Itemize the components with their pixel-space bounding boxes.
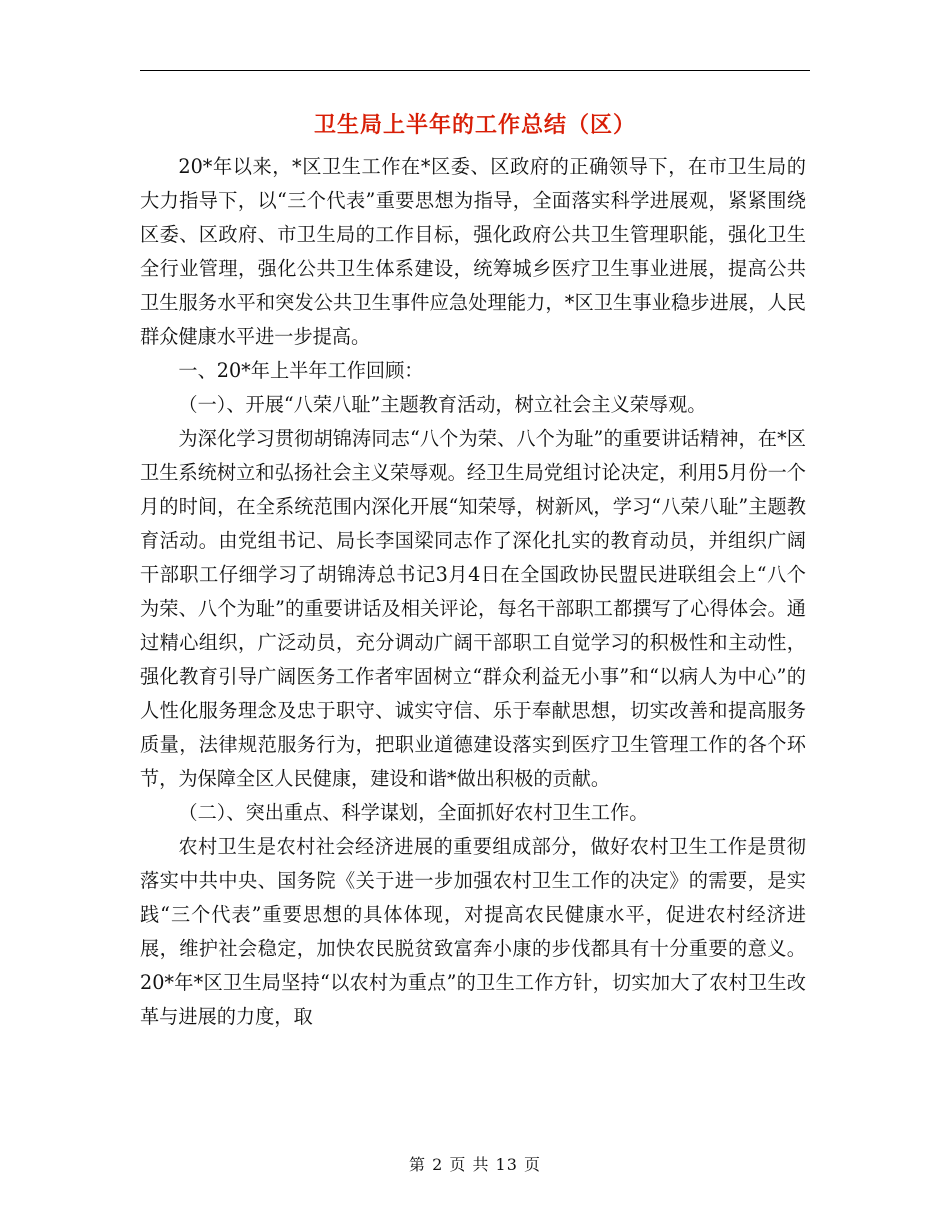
paragraph-rural-health: 农村卫生是农村社会经济进展的重要组成部分，做好农村卫生工作是贯彻落实中共中央、国务院《关于进一步加强农村卫生工作的决定》的需要，是实践“三个代表”重要思想的具体体现，对提高农民健康水平，促进农村经济进展，维护社会稳定，加快农民脱贫致富奔小康的步伐都具有十分重要的意义。20*年*区卫生局坚持“以农村为重点”的卫生工作方针，切实加大了农村卫生改革与进展的力度，取 (140, 835, 806, 1028)
paragraph-intro: 20*年以来，*区卫生工作在*区委、区政府的正确领导下，在市卫生局的大力指导下，以“三个代表”重要思想为指导，全面落实科学进展观，紧紧围绕区委、区政府、市卫生局的工作目标，强化政府公共卫生管理职能，强化卫生全行业管理，强化公共卫生体系建设，统筹城乡医疗卫生事业进展，提高公共卫生服务水平和突发公共卫生事件应急处理能力，*区卫生事业稳步进展，人民群众健康水平进一步提高。 (140, 155, 806, 348)
document-title: 卫生局上半年的工作总结（区） (313, 112, 636, 138)
paragraph-honor-campaign: 为深化学习贯彻胡锦涛同志“八个为荣、八个为耻”的重要讲话精神，在*区卫生系统树立和弘扬社会主义荣辱观。经卫生局党组讨论决定，利用5月份一个月的时间，在全系统范围内深化开展“知荣辱，树新风，学习“八荣八耻”主题教育活动。由党组书记、局长李国梁同志作了深化扎实的教育动员，并组织广阔干部职工仔细学习了胡锦涛总书记3月4日在全国政协民盟民进联组会上“八个为荣、八个为耻”的重要讲话及相关评论，每名干部职工都撰写了心得体会。通过精心组织，广泛动员，充分调动广阔干部职工自觉学习的积极性和主动性，强化教育引导广阔医务工作者牢固树立“群众利益无小事”和“以病人为中心”的人性化服务理念及忠于职守、诚实守信、乐于奉献思想，切实改善和提高服务质量，法律规范服务行为，把职业道德建设落实到医疗卫生管理工作的各个环节，为保障全区人民健康，建设和谐*做出积极的贡献。 (140, 427, 806, 790)
page-footer: 第 2 页 共 13 页 (409, 1155, 541, 1174)
document-body (140, 150, 806, 1034)
header-rule (140, 70, 810, 71)
section-heading-review: 一、20*年上半年工作回顾： (178, 359, 424, 382)
subsection-heading-2: （二）、突出重点、科学谋划，全面抓好农村卫生工作。 (178, 801, 649, 824)
subsection-heading-1: （一）、开展“八荣八耻”主题教育活动，树立社会主义荣辱观。 (178, 393, 707, 416)
